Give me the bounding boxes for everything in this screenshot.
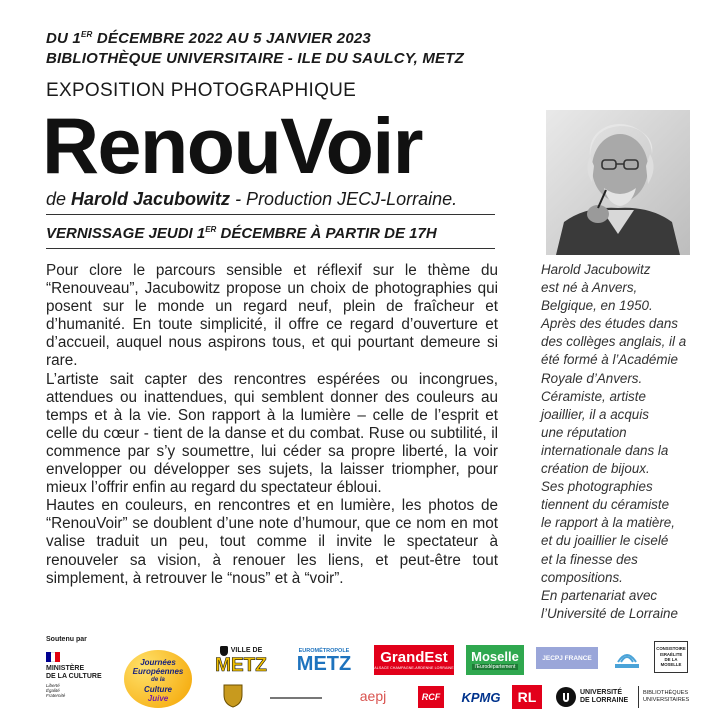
sponsors-label: Soutenu par [46, 636, 87, 643]
eurometropole-logo: EUROMÉTROPOLE METZ [296, 648, 352, 675]
body-text [46, 262, 498, 588]
kpmg-logo: KPMG [461, 689, 501, 705]
communaute-logo [610, 642, 644, 672]
body-paragraph: Hautes en couleurs, en rencontres et en lumière, les photos de “RenouVoir” se doublent d’une note d’humour, que ce nom en mot valise traduit un peu, tout comme il invite le spectateur à renouveler sa vision, à renouer les liens, et peut-être tout simplement, à retrouver le “nous” et à “voir”. [46, 497, 498, 587]
ministere-logo: MINISTÈRE DE LA CULTURE Liberté Égalité Fraternité [46, 652, 104, 712]
bibliotheques-logo: BIBLIOTHÈQUES UNIVERSITAIRES [638, 686, 690, 708]
production-credit: - Production JECJ-Lorraine. [230, 189, 458, 209]
grandest-logo: GrandEst ALSACE CHAMPAGNE-ARDENNE LORRAINE [374, 645, 454, 675]
body-paragraph: Pour clore le parcours sensible et réflexif sur le thème du “Renouveau”, Jacubowitz propose un choix de photographies qui posent sur le monde un regard neuf, plein de fraîcheur et d’humanité. En toute simplicité, il offre ce regard d’ouverture et d’accueil, auquel nous aspirons tous, et qui pourtant demeure si rare. [46, 262, 498, 370]
rcf-logo: RCF [418, 686, 444, 708]
exhibition-title: RenouVoir [42, 101, 423, 190]
artist-bio: Harold Jacubowitz est né à Anvers, Belgique, en 1950. Après des études dans des collèges anglais, il a été formé à l’Académie Royale d’Anvers. Céramiste, artiste joaillier, il a acquis une réputation internationale dans la création de bijoux. Ses photographies tiennent du céramiste le rapport à la matière, et du joaillier le ciselé et la finesse des compositions. En partenariat avec l’Université de Lorraine [541, 262, 687, 621]
moselle-logo: Moselle l'Eurodépartement [466, 645, 524, 675]
vernissage-notice: VERNISSAGE JEUDI 1ER DÉCEMBRE À PARTIR DE 17H [46, 225, 437, 242]
body-paragraph: L’artiste sait capter des rencontres espérées ou incongrues, attendues ou inattendues, qui semblent donner des couleurs au temps et à la vie. Son rapport à la lumière – celle de l’esprit et celle du cœur - tient de la danse et du combat. Ruse ou subtilité, il commence par s’y soumettre, lui céder sa propre liberté, la voir envelopper ou développer ses sujets, la laisser triompher, pour mieux l’offrir enfin au regard du spectateur ébloui. [46, 370, 498, 497]
metz-logo: VILLE DE METZ [215, 647, 267, 676]
consistoire-logo: CONSISTOIRE ISRAÉLITE DE LA MOSELLE [654, 641, 688, 673]
jecpj-logo: JECPJ FRANCE [536, 647, 598, 669]
foundation-logo [268, 692, 324, 704]
divider [46, 248, 495, 249]
rl-logo: RL [512, 685, 542, 709]
author-name: Harold Jacubowitz [71, 189, 231, 209]
exhibition-dates: DU 1ER DÉCEMBRE 2022 AU 5 JANVIER 2023 [46, 30, 371, 47]
aepj-logo: aepj [359, 688, 387, 704]
portrait-photo [546, 110, 690, 255]
crest-logo [222, 682, 244, 708]
exhibition-venue: BIBLIOTHÈQUE UNIVERSITAIRE - ILE DU SAULCY, METZ [46, 50, 464, 67]
exhibition-subtitle: EXPOSITION PHOTOGRAPHIQUE [46, 80, 357, 101]
divider [46, 214, 495, 215]
byline: de Harold Jacubowitz - Production JECJ-Lorraine. [46, 189, 458, 209]
journees-logo: Journées Européennes de la Culture Juive [118, 646, 198, 714]
universite-logo: UNIVERSITÉ DE LORRAINE [556, 683, 636, 711]
